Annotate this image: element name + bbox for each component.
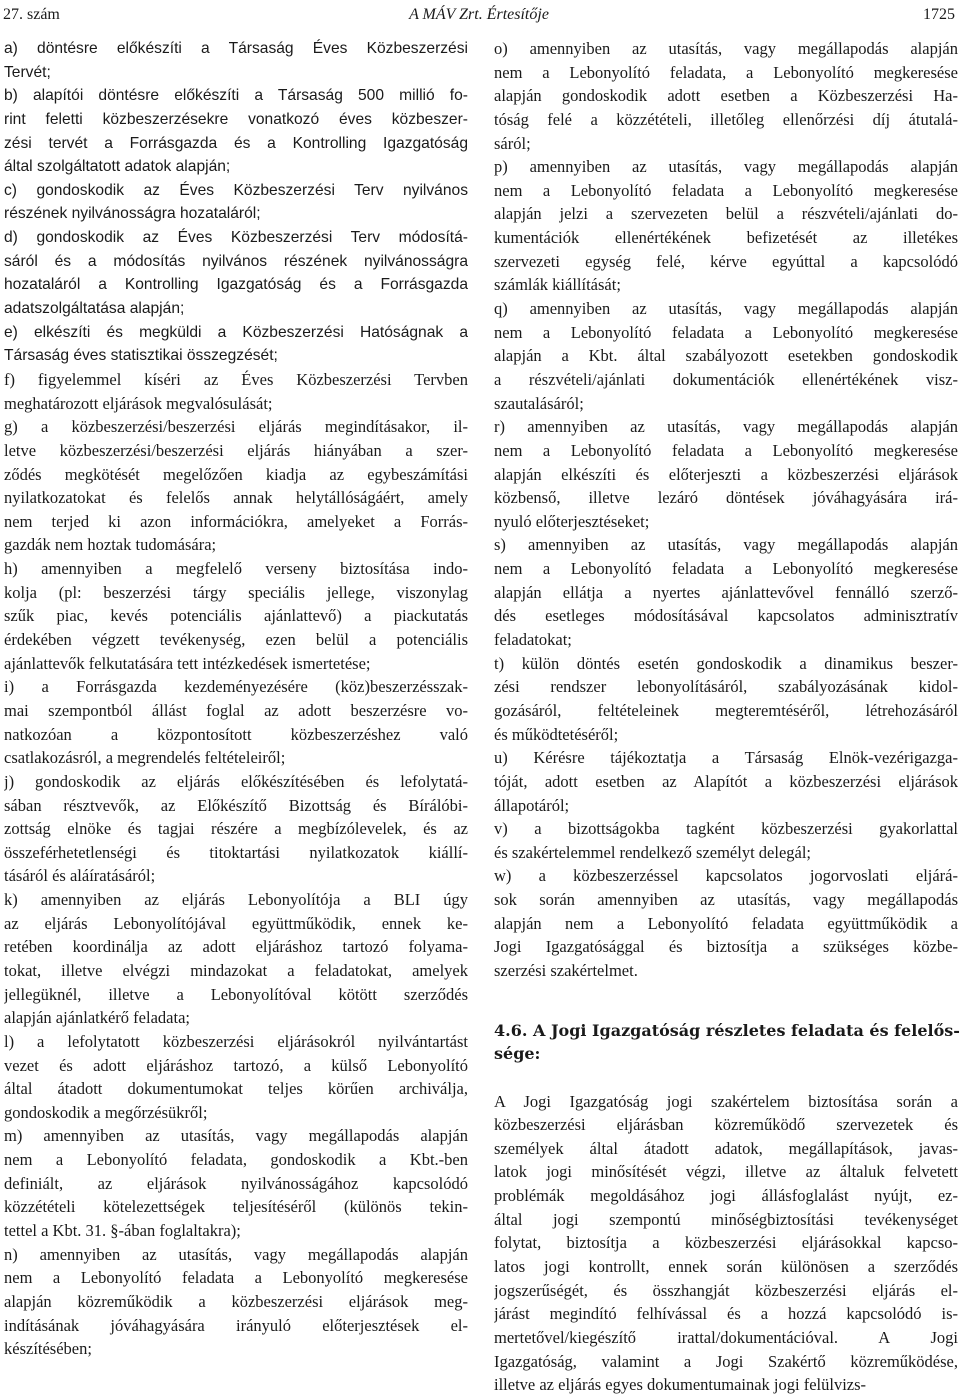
text-line: A Jogi Igazgatóság jogi szakértelem biztosítása során a <box>494 1091 958 1111</box>
text-line: összeférhetetlenségi és titoktartási nyilatkozatok kiállí- <box>4 842 468 862</box>
text-line: szautalásáról; <box>494 393 584 413</box>
running-header <box>3 4 955 28</box>
text-line: csatlakozásról, a megrendelés feltételeiről; <box>4 748 286 768</box>
text-line: állapotáról; <box>494 795 570 815</box>
text-line: közzétételi kötelezettségek teljesítéséről (különös tekin- <box>4 1197 468 1217</box>
text-line: és szakértelemmel rendelkező személyt delegál; <box>494 842 812 862</box>
text-line: tettel a Kbt. 31. §-ában foglaltakra); <box>4 1221 241 1241</box>
text-line: c) gondoskodik az Éves Közbeszerzési Terv nyilvános <box>4 181 468 199</box>
text-line: illetve az eljárás egyes dokumentumainak jogi felülvizs- <box>494 1375 867 1395</box>
text-line: érdekében végzett tevékenység, ezen belül a potenciális <box>4 630 468 650</box>
heading-line: sége: <box>494 1044 541 1064</box>
text-line: ződés megkötését megelőzően kiadja az egybeszámítási <box>4 464 468 484</box>
text-line: latos jogi kontrollt, ennek során különösen a szerződés <box>494 1257 958 1277</box>
text-line: g) a közbeszerzési/beszerzési eljárás megindításakor, il- <box>4 417 468 437</box>
text-line: retében koordinálja az adott eljáráshoz tartozó folyama- <box>4 937 468 957</box>
text-line: alapján ellátja a nyertes ajánlattevővel fennálló szerző- <box>494 582 958 602</box>
text-line: rint feletti közbeszerzésekre vonatkozó éves közbeszer- <box>4 110 468 128</box>
text-line: az eljárás Lebonyolítójával együttműködik, ennek ke- <box>4 913 468 933</box>
text-line: alapján nem a Lebonyolító feladata együttműködik a <box>494 913 958 933</box>
text-line: dés esetleges módosításával kapcsolatos adminisztratív <box>494 606 958 626</box>
text-line: nem terjed ki azon információkra, amelyeket a Forrás- <box>4 511 468 531</box>
text-line: alapján jelzi a szervezeten belül a részvételi/ajánlati do- <box>494 204 958 224</box>
text-line: nyilatkozatokat és felelős annak helytállóságáért, amely <box>4 488 468 508</box>
text-line: szervezeti egység felé, kérve egyúttal a kapcsolódó <box>494 251 958 271</box>
text-line: indításának jóváhagyására irányuló előterjesztések el- <box>4 1315 468 1335</box>
text-line: nem a Lebonyolító feladata a Lebonyolító megkeresése <box>494 559 958 579</box>
text-line: nem a Lebonyolító feladata, gondoskodik a Kbt.-ben <box>4 1150 468 1170</box>
text-line: adatszolgáltatása alapján; <box>4 300 185 318</box>
text-line: t) külön döntés esetén gondoskodik a dinamikus beszer- <box>494 653 958 673</box>
text-line: problémák megoldásához jogi állásfoglalást nyújt, ez- <box>494 1186 958 1206</box>
text-line: m) amennyiben az utasítás, vagy megállapodás alapján <box>4 1126 468 1146</box>
spacer <box>494 983 958 1019</box>
text-line: nem a Lebonyolító feladata a Lebonyolító megkeresése <box>494 440 958 460</box>
text-line: zési rendszer lebonyolításáról, szabályozásának kidol- <box>494 677 958 697</box>
text-line: nem a Lebonyolító feladata a Lebonyolító megkeresése <box>494 322 958 342</box>
text-line: alapján gondoskodik adott esetben a Közbeszerzési Ha- <box>494 86 958 106</box>
text-line: b) alapítói döntésre előkészíti a Társaság 500 millió fo- <box>4 87 468 105</box>
text-line: által szolgáltatott adatok alapján; <box>4 158 231 176</box>
page-number: 1725 <box>923 6 955 23</box>
text-line: alapján ajánlatkérő feladata; <box>4 1008 190 1028</box>
section-heading <box>494 1019 958 1066</box>
text-line: e) elkészíti és megküldi a Közbeszerzési Hatóságnak a <box>4 323 468 341</box>
text-line: a részvételi/ajánlati dokumentációk ellenértékének visz- <box>494 369 958 389</box>
text-line: v) a bizottságokba tagként közbeszerzési gyakorlattal <box>494 819 958 839</box>
text-line: sában résztvevők, az Előkészítő Bizottság és Bírálóbi- <box>4 795 468 815</box>
text-line: j) gondoskodik az eljárás előkészítésében és lefolytatá- <box>4 771 468 791</box>
text-line: nem a Lebonyolító feladata a Lebonyolító megkeresése <box>494 180 958 200</box>
text-line: nem a Lebonyolító feladata a Lebonyolító megkeresése <box>4 1268 468 1288</box>
text-line: latok jogi minősítését végzi, illetve az általuk felvetett <box>494 1162 958 1182</box>
text-line: jellegüknél, illetve a Lebonyolítóval kötött szerződés <box>4 984 468 1004</box>
text-line: közbeszerzési eljárásban közreműködő szervezetek és <box>494 1115 958 1135</box>
text-line: definiált, az eljárások nyilvánosságához kapcsolódó <box>4 1173 468 1193</box>
text-line: n) amennyiben az utasítás, vagy megállapodás alapján <box>4 1244 468 1264</box>
text-line: vezet és adott eljáráshoz tartozó, a külső Lebonyolító <box>4 1055 468 1075</box>
text-line: u) Kérésre tájékoztatja a Társaság Elnök-vezérigazga- <box>494 748 958 768</box>
text-line: járást megindító felhívással és a hozzá kapcsolódó is- <box>494 1304 958 1324</box>
text-line: Tervét; <box>4 63 51 81</box>
text-line: szerzési szakértelmet. <box>494 960 638 980</box>
text-line: o) amennyiben az utasítás, vagy megállapodás alapján <box>494 39 958 58</box>
left-column <box>4 37 468 1361</box>
text-line: gozásáról, feltételeinek megteremtéséről, létrehozásáról <box>494 700 958 720</box>
heading-line: 4.6. A Jogi Igazgatóság részletes feladata és felelős- <box>494 1020 960 1040</box>
text-line: közbenső, illetve lezáró döntések jóváhagyására irá- <box>494 488 958 508</box>
text-line: sáról és a módosítás nyilvános részének nyilvánosságra <box>4 252 468 270</box>
text-line: Jogi Igazgatósággal és biztosítja a szükséges közbe- <box>494 937 958 957</box>
journal-title: A MÁV Zrt. Értesítője <box>409 6 549 23</box>
text-line: Igazgatóság, valamint a Jogi Szakértő közreműködése, <box>494 1351 958 1371</box>
text-line: szűk piac, kevés potenciális ajánlattevő) a piackutatás <box>4 606 468 626</box>
text-line: ajánlattevők felkutatására tett intézkedések ismertetése; <box>4 653 371 673</box>
text-line: számlák kiállítását; <box>494 275 621 295</box>
text-line: meghatározott eljárások megvalósulását; <box>4 393 273 413</box>
text-line: mai szempontból állást foglal az adott beszerzésre vo- <box>4 700 468 720</box>
text-line: d) gondoskodik az Éves Közbeszerzési Terv módosítá- <box>4 229 468 247</box>
text-line: alapján közreműködik a közbeszerzési eljárások meg- <box>4 1291 468 1311</box>
text-line: tóját, adott esetben az Alapítót a közbeszerzési eljárások <box>494 771 958 791</box>
text-line: mertetővel/kiegészítő irattal/dokumentációval. A Jogi <box>494 1327 958 1347</box>
text-line: nem a Lebonyolító feladata, a Lebonyolító megkeresése <box>494 62 958 82</box>
text-line: p) amennyiben az utasítás, vagy megállapodás alapján <box>494 157 958 177</box>
right-column-items <box>494 37 958 983</box>
text-line: folytat, biztosítja a közbeszerzési eljárásokkal kapcso- <box>494 1233 958 1253</box>
text-line: készítésében; <box>4 1339 92 1359</box>
text-line: részének nyilvánosságra hozataláról; <box>4 205 261 223</box>
text-line: és működtetéséről; <box>494 724 619 744</box>
text-line: sáról; <box>494 133 531 153</box>
text-line: f) figyelemmel kíséri az Éves Közbeszerzési Tervben <box>4 369 468 389</box>
text-line: s) amennyiben az utasítás, vagy megállapodás alapján <box>494 535 958 555</box>
text-line: a) döntésre előkészíti a Társaság Éves Közbeszerzési <box>4 40 468 57</box>
text-line: h) amennyiben a megfelelő verseny biztosítása indo- <box>4 559 468 579</box>
text-line: kolja (pl: beszerzési tárgy speciális jellege, viszonylag <box>4 582 468 602</box>
text-line: r) amennyiben az utasítás, vagy megállapodás alapján <box>494 417 958 437</box>
text-line: gondoskodik a megőrzésükről; <box>4 1102 208 1122</box>
text-line: tóság felé a közzétételi, illetőleg ellenőrzési díj átutalá- <box>494 109 958 129</box>
text-line: tásáról és aláíratásáról; <box>4 866 156 886</box>
text-line: zottság elnöke és tagjai részére a megbízólevelek, és az <box>4 819 468 839</box>
text-line: alapján a Kbt. által szabályozott esetekben gondoskodik <box>494 346 958 366</box>
text-line: k) amennyiben az eljárás Lebonyolítója a BLI úgy <box>4 890 468 910</box>
text-line: sok során amennyiben az utasítás, vagy megállapodás <box>494 890 958 910</box>
text-line: Társaság éves statisztikai összegzését; <box>4 347 278 365</box>
text-line: natkozóan a központosított közbeszerzéshez való <box>4 724 468 744</box>
right-column <box>494 37 958 1397</box>
text-line: tokat, illetve elvégzi mindazokat a feladatokat, amelyek <box>4 960 468 980</box>
text-line: személyek által átadott adatok, megállapítások, javas- <box>494 1138 958 1158</box>
text-line: alapján elkészíti és előterjeszti a közbeszerzési eljárások <box>494 464 958 484</box>
text-line: i) a Forrásgazda kezdeményezésére (köz)beszerzésszak- <box>4 677 468 697</box>
text-line: által jogi szempontú minőségbiztosítási tevékenységet <box>494 1209 958 1229</box>
section-paragraph <box>494 1090 958 1397</box>
text-line: által átadott dokumentumokat teljes körűen archiválja, <box>4 1079 468 1099</box>
text-line: l) a lefolytatott közbeszerzési eljárásokról nyilvántartást <box>4 1031 468 1051</box>
text-line: jogszerűségét, és összhangját közbeszerzési eljárás el- <box>494 1280 958 1300</box>
text-line: w) a közbeszerzéssel kapcsolatos jogorvoslati eljárá- <box>494 866 958 886</box>
text-line: nyuló előterjesztéseket; <box>494 511 650 531</box>
text-line: letve közbeszerzési/beszerzési eljárás hiányában a szer- <box>4 440 468 460</box>
spacer <box>494 1066 958 1090</box>
text-line: hozataláról a Kontrolling Igazgatóság és a Forrásgazda <box>4 276 468 294</box>
text-line: zési tervét a Forrásgazda és a Kontrolling Igazgatóság <box>4 134 468 152</box>
text-line: gazdák nem hoztak tudomására; <box>4 535 217 555</box>
text-line: kumentációk ellenértékének befizetését az illetékes <box>494 228 958 248</box>
issue-number: 27. szám <box>3 6 60 23</box>
text-line: q) amennyiben az utasítás, vagy megállapodás alapján <box>494 299 958 319</box>
text-line: feladatokat; <box>494 630 572 650</box>
